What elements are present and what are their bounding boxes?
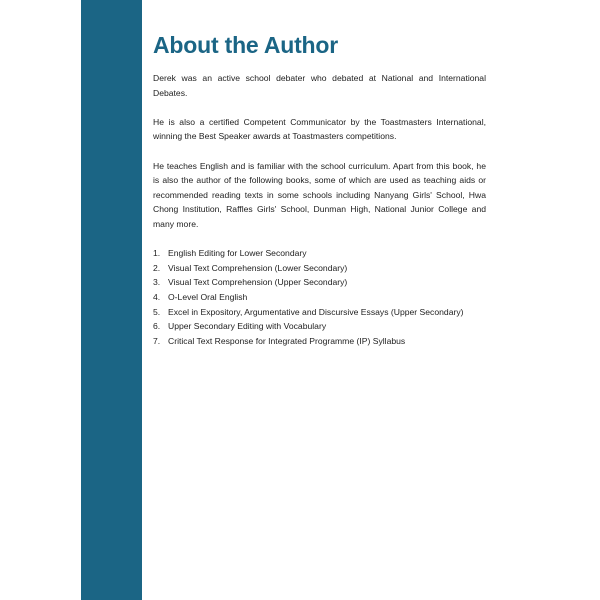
list-item-title: English Editing for Lower Secondary	[168, 248, 307, 259]
list-item	[153, 305, 486, 320]
page-title: About the Author	[153, 32, 339, 58]
list-item	[153, 290, 486, 305]
list-item	[153, 319, 486, 334]
list-item-number: 6.	[153, 321, 161, 332]
list-item-number: 5.	[153, 306, 161, 317]
list-item-number: 4.	[153, 291, 161, 302]
list-item-number: 1.	[153, 248, 161, 259]
list-item-title: Upper Secondary Editing with Vocabulary	[168, 321, 327, 332]
list-item-title: Visual Text Comprehension (Upper Secondary)	[168, 277, 348, 288]
books-list	[153, 246, 486, 348]
bio-paragraph-teaching: He teaches English and is familiar with the school curriculum. Apart from this book, he is also the author of the following books, some of which are used as teaching aids or recommended reading texts in some schools including Nanyang Girls' School, Hwa Chong Institution, Raffles Girls' School, Dunman High, National Junior College and many more.	[153, 160, 486, 229]
bio-paragraph-debating: Derek was an active school debater who debated at National and International Debates.	[153, 73, 486, 98]
list-item-number: 3.	[153, 277, 161, 288]
list-item	[153, 334, 486, 349]
list-item-title: Excel in Expository, Argumentative and Discursive Essays (Upper Secondary)	[168, 306, 464, 317]
list-item	[153, 275, 486, 290]
list-item	[153, 261, 486, 276]
list-item-number: 2.	[153, 262, 161, 273]
list-item-title: Visual Text Comprehension (Lower Secondary)	[168, 262, 348, 273]
page-content	[153, 30, 486, 348]
list-item-title: O-Level Oral English	[168, 291, 248, 302]
sidebar-color-band	[81, 0, 142, 600]
list-item	[153, 246, 486, 261]
list-item-number: 7.	[153, 335, 161, 346]
list-item-title: Critical Text Response for Integrated Programme (IP) Syllabus	[168, 335, 406, 346]
bio-paragraph-toastmasters: He is also a certified Competent Communicator by the Toastmasters International, winning the Best Speaker awards at Toastmasters competitions.	[153, 116, 486, 142]
